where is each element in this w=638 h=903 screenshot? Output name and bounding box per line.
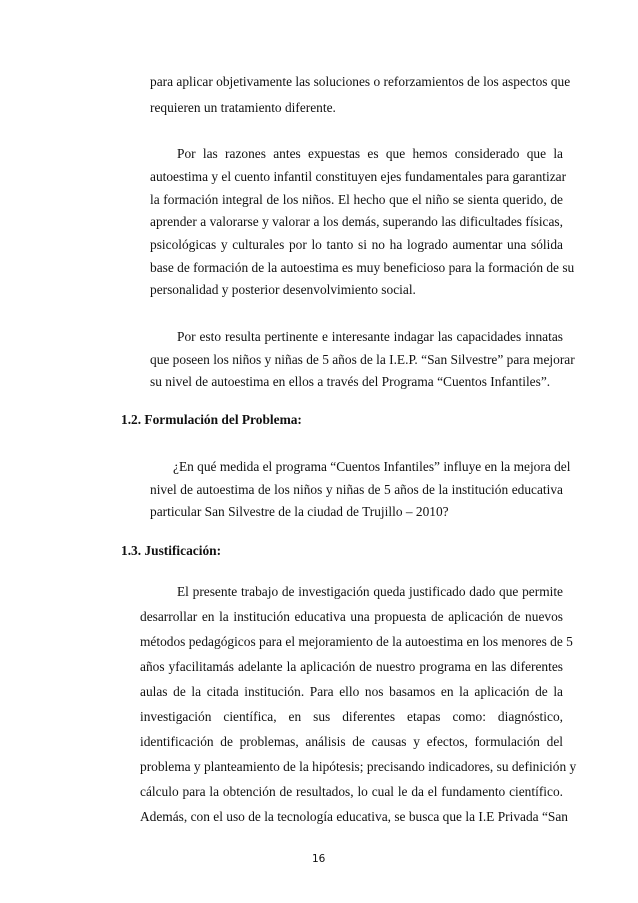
- paragraph-1-line-1: para aplicar objetivamente las soluciones o reforzamientos de los aspectos que: [150, 74, 571, 89]
- page-number: 16: [312, 853, 326, 865]
- paragraph-5-line-1: El presente trabajo de investigación queda justificado dado que permite: [177, 584, 563, 599]
- paragraph-2-line-7: personalidad y posterior desenvolvimiento social.: [150, 282, 416, 297]
- paragraph-3-line-3: su nivel de autoestima en ellos a través del Programa “Cuentos Infantiles”.: [150, 374, 551, 389]
- paragraph-1-line-2: requieren un tratamiento diferente.: [150, 100, 336, 115]
- paragraph-5-line-9: cálculo para la obtención de resultados, lo cual le da el fundamento científico.: [140, 784, 563, 799]
- paragraph-2-line-5: psicológicas y culturales por lo tanto si no ha logrado aumentar una sólida: [150, 237, 563, 252]
- paragraph-5-line-2: desarrollar en la institución educativa una propuesta de aplicación de nuevos: [140, 609, 563, 624]
- paragraph-4-line-3: particular San Silvestre de la ciudad de Trujillo – 2010?: [150, 504, 449, 519]
- paragraph-4-line-2: nivel de autoestima de los niños y niñas de 5 años de la institución educativa: [150, 482, 563, 497]
- section-heading-1-2: 1.2. Formulación del Problema:: [121, 412, 302, 427]
- paragraph-5-line-5: aulas de la citada institución. Para ello nos basamos en la aplicación de la: [140, 684, 563, 699]
- paragraph-2-line-3: la formación integral de los niños. El hecho que el niño se sienta querido, de: [150, 192, 563, 207]
- paragraph-2-line-4: aprender a valorarse y valorar a los demás, superando las dificultades físicas,: [150, 214, 563, 229]
- paragraph-3-line-1: Por esto resulta pertinente e interesante indagar las capacidades innatas: [177, 329, 563, 344]
- paragraph-5-line-3: métodos pedagógicos para el mejoramiento de la autoestima en los menores de 5: [140, 634, 573, 649]
- paragraph-2-line-2: autoestima y el cuento infantil constituyen ejes fundamentales para garantizar: [150, 169, 567, 184]
- paragraph-5-line-10: Además, con el uso de la tecnología educativa, se busca que la I.E Privada “San: [140, 809, 568, 824]
- paragraph-2-line-6: base de formación de la autoestima es muy beneficioso para la formación de su: [150, 260, 575, 275]
- paragraph-4-line-1: ¿En qué medida el programa “Cuentos Infantiles” influye en la mejora del: [173, 459, 571, 474]
- paragraph-5-line-7: identificación de problemas, análisis de causas y efectos, formulación del: [140, 734, 563, 749]
- paragraph-5-line-8: problema y planteamiento de la hipótesis; precisando indicadores, su definición y: [140, 759, 577, 774]
- paragraph-3-line-2: que poseen los niños y niñas de 5 años de la I.E.P. “San Silvestre” para mejorar: [150, 352, 575, 367]
- paragraph-5-line-4: años yfacilitamás adelante la aplicación de nuestro programa en las diferentes: [140, 659, 563, 674]
- paragraph-5-line-6: investigación científica, en sus diferentes etapas como: diagnóstico,: [140, 709, 563, 724]
- section-heading-1-3: 1.3. Justificación:: [121, 543, 222, 558]
- paragraph-2-line-1: Por las razones antes expuestas es que hemos considerado que la: [177, 146, 563, 161]
